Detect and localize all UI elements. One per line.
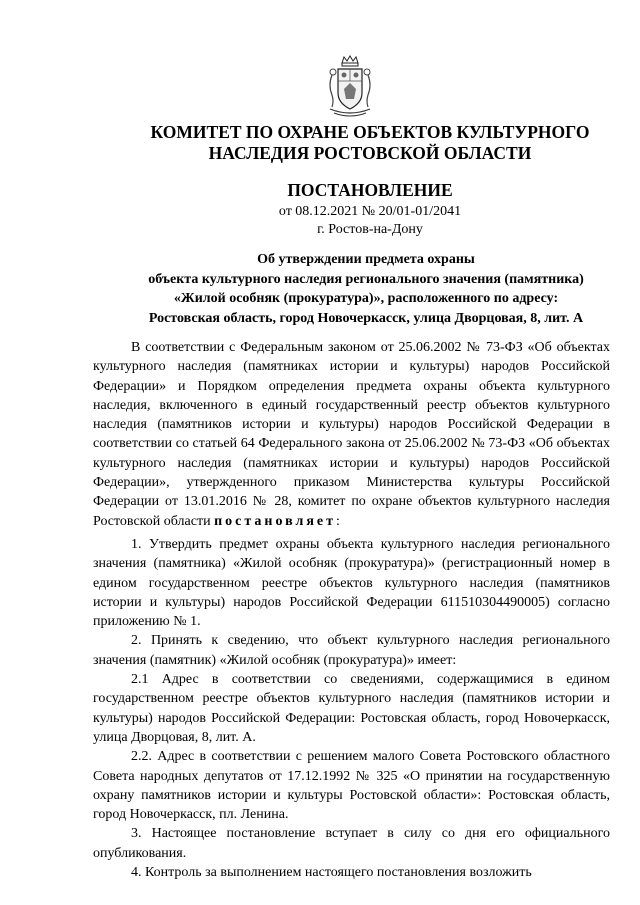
- coat-of-arms-icon: [324, 55, 376, 119]
- resolution-item: 2. Принять к сведению, что объект культурного наследия регионального значения (памятник) «Жилой особняк (прокуратура)» имеет:: [93, 633, 610, 668]
- subject-line-4: Ростовская область, город Новочеркасск, улица Дворцовая, 8, лит. А: [148, 310, 584, 326]
- document-meta: [210, 203, 530, 239]
- subject-line-1: Об утверждении предмета охраны: [257, 252, 475, 267]
- resolution-item: 1. Утвердить предмет охраны объекта культурного наследия регионального значения (памятника) «Жилой особняк (прокуратура)» (регистрационный номер в едином государственном реестре объектов культурного наследия (памятников истории и культуры) народов Российской Федерации 611510304490005) согласно приложению № 1.: [93, 537, 610, 630]
- subject-line-2: объекта культурного наследия регионального значения (памятника): [148, 271, 584, 287]
- document-date-number: от 08.12.2021 № 20/01-01/2041: [278, 204, 462, 219]
- resolution-item: 2.2. Адрес в соответствии с решением малого Совета Ростовского областного Совета народных депутатов от 17.12.1992 № 325 «О принятии на государственную охрану памятников истории и культуры Ростовской области»: Ростовская область, город Новочеркасск, пл. Ленина.: [93, 749, 610, 823]
- preamble-paragraph: [93, 338, 610, 531]
- resolution-item: 4. Контроль за выполнением настоящего постановления возложить: [131, 865, 532, 881]
- resolution-item: 3. Настоящее постановление вступает в силу со дня его официального опубликования.: [93, 826, 610, 861]
- agency-name-line-1: КОМИТЕТ ПО ОХРАНЕ ОБЪЕКТОВ КУЛЬТУРНОГО: [150, 122, 590, 142]
- preamble-colon: :: [336, 513, 340, 529]
- agency-name-line-2: НАСЛЕДИЯ РОСТОВСКОЙ ОБЛАСТИ: [208, 143, 532, 163]
- subject-line-3: «Жилой особняк (прокуратура)», расположенного по адресу:: [173, 291, 559, 306]
- document-subject: [92, 250, 640, 328]
- agency-name: [150, 122, 590, 164]
- document-type: ПОСТАНОВЛЕНИЕ: [287, 180, 453, 200]
- resolution-items: [93, 535, 610, 882]
- preamble: [93, 338, 610, 531]
- resolution-item: 2.1 Адрес в соответствии со сведениями, содержащимися в едином государственном реестре объектов культурного наследия (памятников истории и культуры) народов Российской Федерации: Ростовская область, город Новочеркасск, улица Дворцовая, 8, лит. А.: [93, 672, 610, 745]
- resolve-word: постановляет: [214, 513, 337, 529]
- preamble-text: В соответствии с Федеральным законом от 25.06.2002 № 73-ФЗ «Об объектах культурного наследия (памятниках истории и культуры) народов Российской Федерации» и Порядком определения предмета охраны объекта культурного наследия, включенного в единый государственный реестр объектов культурного наследия (памятников истории и культуры) народов Российской Федерации в соответствии со статьей 64 Федерального закона от 25.06.2002 № 73-ФЗ «Об объектах культурного наследия (памятниках истории и культуры) народов Российской Федерации», утвержденного приказом Министерства культуры Российской Федерации от 13.01.2016 № 28, комитет по охране объектов культурного наследия Ростовской области: [93, 340, 610, 529]
- document-city: г. Ростов-на-Дону: [317, 222, 423, 237]
